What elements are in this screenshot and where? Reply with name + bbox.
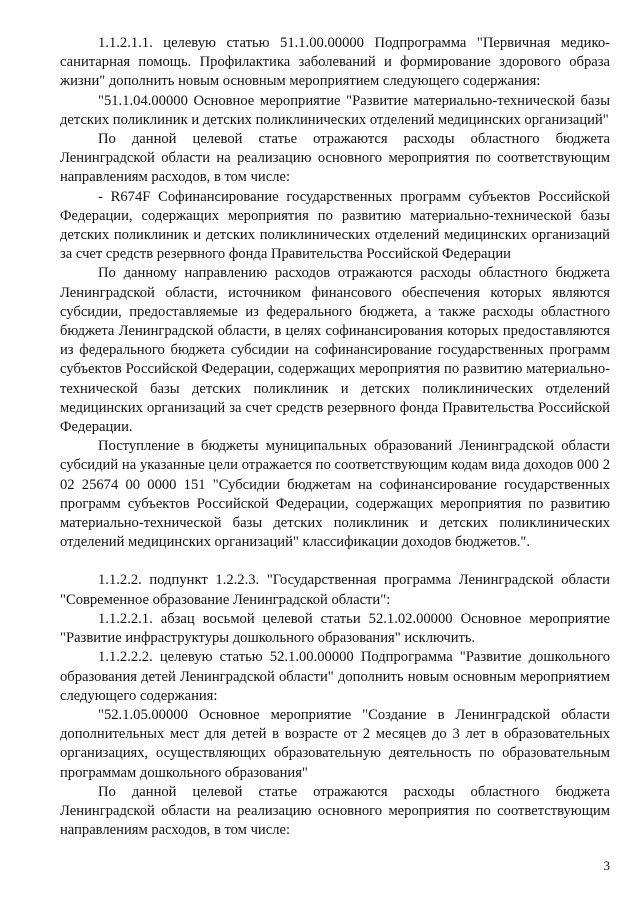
paragraph-r674f: - R674F Софинансирование государственных программ субъектов Российской Федерации, содержащих мероприятия по развитию материально-технической базы детских поликлиник и детских поликлинических отделений медицинских организаций за счет средств резервного фонда Правительства Российской Федерации <box>60 188 610 263</box>
paragraph-1-1-2-2-1: 1.1.2.2.1. абзац восьмой целевой статьи 52.1.02.00000 Основное мероприятие "Развитие инфраструктуры дошкольного образования" исключить. <box>60 610 610 647</box>
page-number: 3 <box>603 858 610 873</box>
paragraph-expenses-intro-2: По данной целевой статье отражаются расходы областного бюджета Ленинградской области на реализацию основного мероприятия по соответствующим направлениям расходов, в том числе: <box>60 783 610 839</box>
paragraph-expenses-intro-1: По данной целевой статье отражаются расходы областного бюджета Ленинградской области на реализацию основного мероприятия по соответствующим направлениям расходов, в том числе: <box>60 131 610 186</box>
paragraph-municipal-subsidies: Поступление в бюджеты муниципальных образований Ленинградской области субсидий на указанные цели отражается по соответствующим кодам вида доходов 000 2 02 25674 00 0000 151 "Субсидии бюджетам на софинансирование государственных программ субъектов Российской Федерации, содержащих мероприятия по развитию материально-технической базы детских поликлиник и детских поликлинических отделений медицинских организаций" классификации доходов бюджетов.". <box>60 438 610 551</box>
paragraph-1-1-2-2: 1.1.2.2. подпункт 1.2.2.3. "Государственная программа Ленинградской области "Современное образование Ленинградской области": <box>60 572 610 608</box>
paragraph-1-1-2-2-2: 1.1.2.2.2. целевую статью 52.1.00.00000 Подпрограмма "Развитие дошкольного образования детей Ленинградской области" дополнить новым основным мероприятием следующего содержания: <box>60 649 610 704</box>
paragraph-expense-direction: По данному направлению расходов отражаются расходы областного бюджета Ленинградской области, источником финансового обеспечения которых являются субсидии, предоставляемые из федерального бюджета, а также расходы областного бюджета Ленинградской области, в целях софинансирования которых предоставляются из федерального бюджета субсидии на софинансирование государственных программ субъектов Российской Федерации, содержащих мероприятия по развитию материально-технической базы детских поликлиник и детских поликлинических отделений медицинских организаций за счет средств резервного фонда Правительства Российской Федерации. <box>60 265 610 436</box>
paragraph-target-article-51-1-04: "51.1.04.00000 Основное мероприятие "Развитие материально-технической базы детских поликлиник и детских поликлинических отделений медицинских организаций" <box>60 92 610 128</box>
paragraph-target-article-52-1-05: "52.1.05.00000 Основное мероприятие "Создание в Ленинградской области дополнительных мест для детей в возрасте от 2 месяцев до 3 лет в образовательных организациях, осуществляющих образовательную деятельность по образовательным программам дошкольного образования" <box>60 706 610 781</box>
paragraph-gap <box>60 552 610 571</box>
paragraph-1-1-2-1-1: 1.1.2.1.1. целевую статью 51.1.00.00000 Подпрограмма "Первичная медико-санитарная помощь. Профилактика заболеваний и формирование здорового образа жизни" дополнить новым основным мероприятием следующего содержания: <box>60 35 610 90</box>
document-page <box>60 34 610 840</box>
